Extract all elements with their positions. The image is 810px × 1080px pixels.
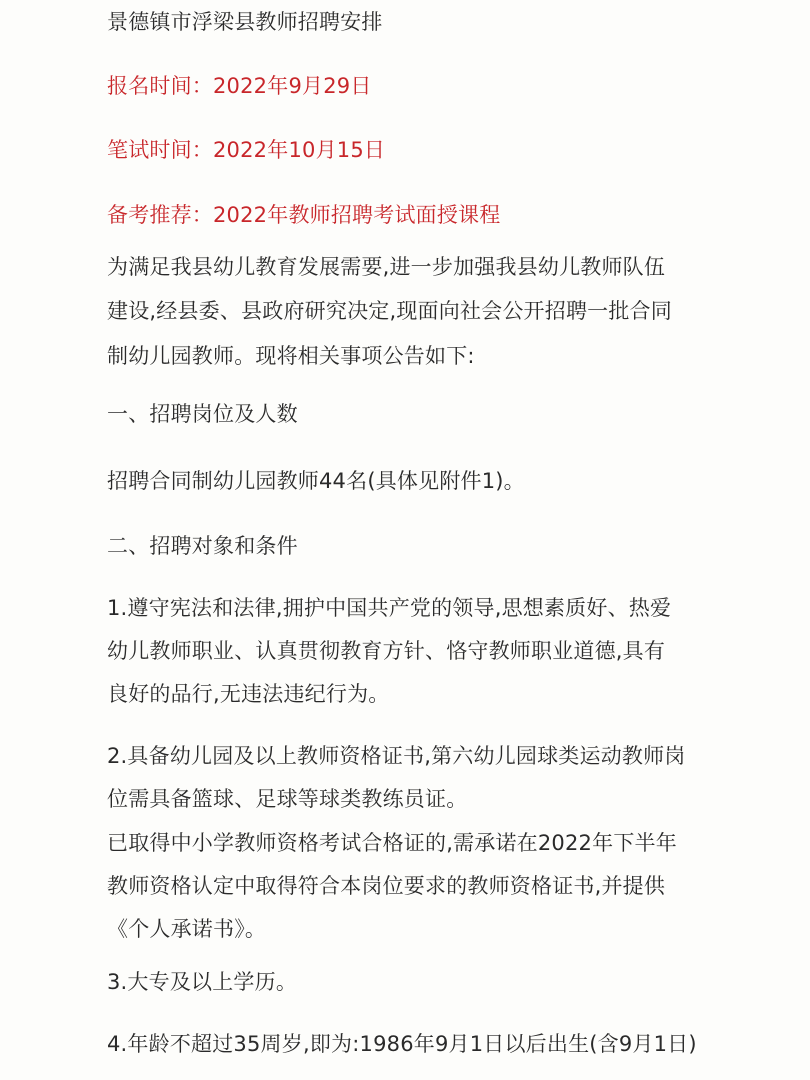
intro-line: 建设,经县委、县政府研究决定,现面向社会公开招聘一批合同 bbox=[107, 299, 672, 323]
registration-time: 报名时间：2022年9月29日 bbox=[107, 74, 372, 98]
note-line: 《个人承诺书》。 bbox=[107, 917, 267, 941]
condition-2-line: 位需具备篮球、足球等球类教练员证。 bbox=[107, 787, 468, 811]
intro-line: 制幼儿园教师。现将相关事项公告如下: bbox=[107, 344, 475, 368]
condition-4: 4.年龄不超过35周岁,即为:1986年9月1日以后出生(含9月1日) bbox=[107, 1032, 697, 1056]
condition-1-line: 良好的品行,无违法违纪行为。 bbox=[107, 682, 390, 706]
section2-heading: 二、招聘对象和条件 bbox=[107, 534, 298, 558]
section1-heading: 一、招聘岗位及人数 bbox=[107, 402, 298, 426]
note-line: 已取得中小学教师资格考试合格证的,需承诺在2022年下半年 bbox=[107, 831, 677, 855]
condition-1-line: 幼儿教师职业、认真贯彻教育方针、恪守教师职业道德,具有 bbox=[107, 639, 666, 663]
condition-1-line: 1.遵守宪法和法律,拥护中国共产党的领导,思想素质好、热爱 bbox=[107, 596, 672, 620]
course-recommendation: 备考推荐：2022年教师招聘考试面授课程 bbox=[107, 203, 501, 227]
condition-2-line: 2.具备幼儿园及以上教师资格证书,第六幼儿园球类运动教师岗 bbox=[107, 744, 686, 768]
page-title: 景德镇市浮梁县教师招聘安排 bbox=[107, 10, 383, 34]
condition-3: 3.大专及以上学历。 bbox=[107, 970, 298, 994]
exam-time: 笔试时间：2022年10月15日 bbox=[107, 138, 386, 162]
intro-line: 为满足我县幼儿教育发展需要,进一步加强我县幼儿教师队伍 bbox=[107, 255, 666, 279]
note-line: 教师资格认定中取得符合本岗位要求的教师资格证书,并提供 bbox=[107, 874, 666, 898]
section1-text: 招聘合同制幼儿园教师44名(具体见附件1)。 bbox=[107, 469, 525, 493]
